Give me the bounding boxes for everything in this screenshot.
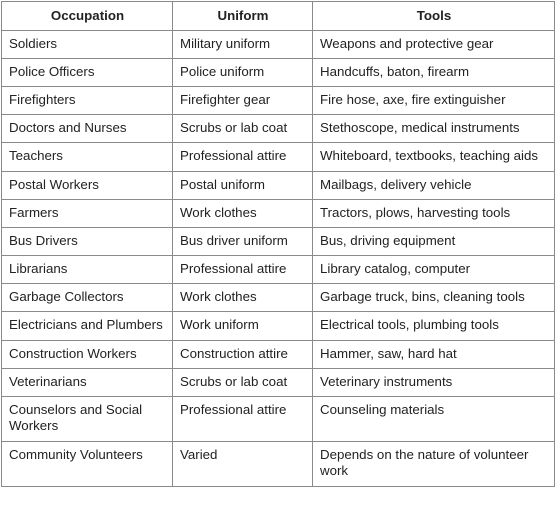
header-tools: Tools: [313, 2, 555, 31]
occupation-cell: Postal Workers: [2, 172, 173, 200]
uniform-cell: Varied: [173, 442, 313, 487]
uniform-cell: Bus driver uniform: [173, 228, 313, 256]
occupation-cell: Veterinarians: [2, 369, 173, 397]
occupation-cell: Electricians and Plumbers: [2, 312, 173, 341]
uniform-cell: Professional attire: [173, 397, 313, 442]
tools-cell: Bus, driving equipment: [313, 228, 555, 256]
uniform-cell: Police uniform: [173, 59, 313, 87]
tools-cell: Electrical tools, plumbing tools: [313, 312, 555, 341]
uniform-cell: Professional attire: [173, 143, 313, 172]
occupation-cell: Police Officers: [2, 59, 173, 87]
tools-cell: Hammer, saw, hard hat: [313, 341, 555, 369]
table-row: [2, 31, 555, 59]
table-row: [2, 284, 555, 312]
table-row: [2, 442, 555, 487]
tools-cell: Counseling materials: [313, 397, 555, 442]
uniform-cell: Firefighter gear: [173, 87, 313, 115]
tools-cell: Stethoscope, medical instruments: [313, 115, 555, 143]
table-row: [2, 369, 555, 397]
occupation-cell: Community Volunteers: [2, 442, 173, 487]
tools-cell: Tractors, plows, harvesting tools: [313, 200, 555, 228]
table-row: [2, 172, 555, 200]
tools-cell: Library catalog, computer: [313, 256, 555, 284]
uniform-cell: Professional attire: [173, 256, 313, 284]
occupation-cell: Bus Drivers: [2, 228, 173, 256]
occupation-cell: Doctors and Nurses: [2, 115, 173, 143]
header-occupation: Occupation: [2, 2, 173, 31]
occupation-cell: Counselors and Social Workers: [2, 397, 173, 442]
tools-cell: Veterinary instruments: [313, 369, 555, 397]
occupation-cell: Garbage Collectors: [2, 284, 173, 312]
uniform-cell: Work uniform: [173, 312, 313, 341]
uniform-cell: Postal uniform: [173, 172, 313, 200]
tools-cell: Weapons and protective gear: [313, 31, 555, 59]
occupation-cell: Farmers: [2, 200, 173, 228]
table-row: [2, 115, 555, 143]
header-row: [2, 2, 555, 31]
uniform-cell: Military uniform: [173, 31, 313, 59]
occupation-cell: Construction Workers: [2, 341, 173, 369]
occupations-table: [1, 1, 555, 487]
table-row: [2, 397, 555, 442]
uniform-cell: Scrubs or lab coat: [173, 115, 313, 143]
table-row: [2, 87, 555, 115]
tools-cell: Whiteboard, textbooks, teaching aids: [313, 143, 555, 172]
occupation-cell: Teachers: [2, 143, 173, 172]
tools-cell: Fire hose, axe, fire extinguisher: [313, 87, 555, 115]
table-row: [2, 59, 555, 87]
table-row: [2, 256, 555, 284]
table-row: [2, 228, 555, 256]
table-row: [2, 143, 555, 172]
occupation-cell: Librarians: [2, 256, 173, 284]
tools-cell: Handcuffs, baton, firearm: [313, 59, 555, 87]
tools-cell: Mailbags, delivery vehicle: [313, 172, 555, 200]
tools-cell: Garbage truck, bins, cleaning tools: [313, 284, 555, 312]
table-row: [2, 341, 555, 369]
tools-cell: Depends on the nature of volunteer work: [313, 442, 555, 487]
uniform-cell: Work clothes: [173, 284, 313, 312]
occupation-cell: Soldiers: [2, 31, 173, 59]
table-row: [2, 312, 555, 341]
uniform-cell: Scrubs or lab coat: [173, 369, 313, 397]
uniform-cell: Work clothes: [173, 200, 313, 228]
uniform-cell: Construction attire: [173, 341, 313, 369]
header-uniform: Uniform: [173, 2, 313, 31]
table-row: [2, 200, 555, 228]
occupation-cell: Firefighters: [2, 87, 173, 115]
